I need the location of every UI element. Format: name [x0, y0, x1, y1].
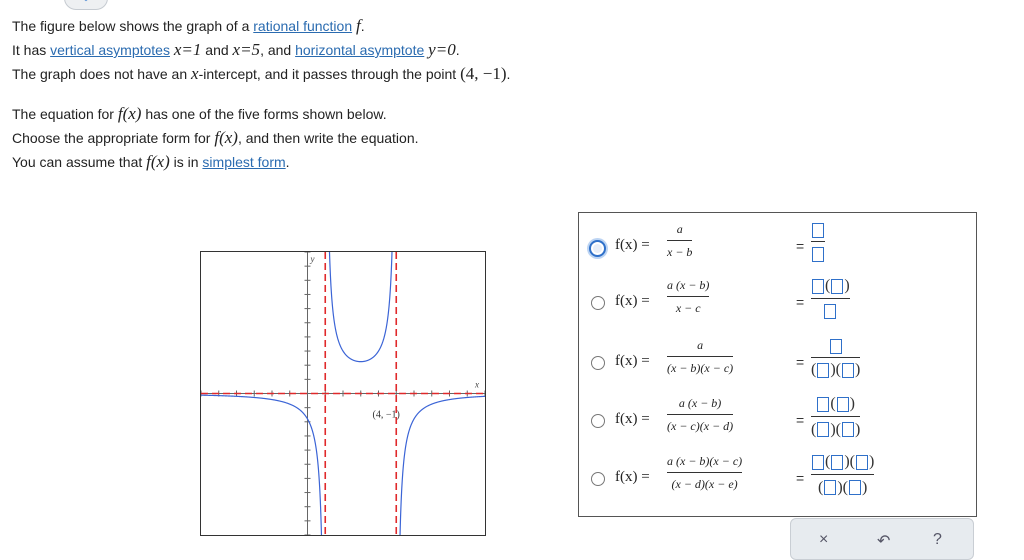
equals-sign: = [796, 470, 805, 486]
graph-canvas [201, 252, 485, 535]
form-denominator: x − c [675, 301, 701, 315]
form-denominator: (x − c)(x − d) [667, 419, 734, 433]
form-radio-2[interactable] [591, 296, 605, 310]
y-axis-label: y [310, 254, 315, 264]
function-graph [200, 251, 486, 536]
help-icon[interactable]: ? [933, 531, 942, 548]
answer-box[interactable] [817, 422, 829, 437]
form-numerator: a [697, 338, 704, 352]
curve-middle-branch [329, 252, 393, 362]
form-denominator: x − b [667, 245, 693, 259]
rational-function-link[interactable]: rational function [253, 18, 353, 34]
function-label: f(x) = [615, 237, 650, 253]
form-option-1[interactable] [579, 221, 976, 277]
equals-sign: = [796, 354, 805, 370]
answer-box[interactable] [812, 247, 824, 262]
problem-statement [12, 14, 510, 86]
clear-icon[interactable]: × [819, 531, 829, 548]
instructions-line-3: You can assume that f(x) is in simplest form. [12, 152, 290, 171]
function-label: f(x) = [615, 469, 650, 485]
form-radio-1[interactable] [589, 240, 606, 257]
answer-box[interactable] [837, 397, 849, 412]
intro-line-1: The figure below shows the graph of a rational function f. [12, 16, 365, 35]
form-fraction [667, 221, 692, 260]
answer-template: ( ) ( )( ) [811, 395, 861, 438]
answer-template [811, 221, 825, 262]
answer-box[interactable] [849, 480, 861, 495]
point-label: (4, −1) [372, 409, 400, 421]
intro-line-2: It has vertical asymptotes x=1 and x=5, and horizontal asymptote y=0. [12, 40, 460, 59]
equals-sign: = [796, 412, 805, 428]
vertical-asymptotes-link[interactable]: vertical asymptotes [50, 42, 170, 58]
answer-box[interactable] [824, 304, 836, 319]
horizontal-asymptote-link[interactable]: horizontal asymptote [295, 42, 425, 58]
answer-template: ( ) [811, 277, 850, 319]
answer-box[interactable] [824, 480, 836, 495]
curve-right-branch [400, 396, 485, 535]
form-option-4[interactable] [579, 395, 976, 451]
answer-box[interactable] [812, 279, 824, 294]
intro-line-3: The graph does not have an x-intercept, and it passes through the point (4, −1). [12, 64, 511, 83]
instructions [12, 102, 419, 174]
answer-toolbar [790, 518, 974, 560]
answer-box[interactable] [842, 363, 854, 378]
instructions-line-2: Choose the appropriate form for f(x), and then write the equation. [12, 128, 419, 147]
form-fraction [667, 453, 742, 492]
instructions-line-1: The equation for f(x) has one of the five forms shown below. [12, 104, 387, 123]
answer-template: ( )( ) ( )( ) [811, 453, 874, 497]
curve-left-branch [201, 395, 322, 535]
collapse-button[interactable] [64, 0, 108, 10]
answer-box[interactable] [812, 455, 824, 470]
answer-box[interactable] [817, 397, 829, 412]
form-option-5[interactable] [579, 453, 976, 509]
form-denominator: (x − b)(x − c) [667, 361, 734, 375]
function-label: f(x) = [615, 411, 650, 427]
form-option-2[interactable] [579, 277, 976, 333]
form-radio-4[interactable] [591, 414, 605, 428]
form-numerator: a (x − b)(x − c) [667, 454, 743, 468]
answer-box[interactable] [812, 223, 824, 238]
equation-forms-panel [578, 212, 977, 517]
answer-box[interactable] [830, 339, 842, 354]
equals-sign: = [796, 238, 805, 254]
answer-box[interactable] [831, 455, 843, 470]
form-numerator: a (x − b) [667, 278, 710, 292]
form-fraction [667, 277, 709, 316]
form-numerator: a (x − b) [678, 396, 722, 410]
form-numerator: a [676, 222, 683, 236]
form-option-3[interactable] [579, 337, 976, 393]
form-radio-3[interactable] [591, 356, 605, 370]
equals-sign: = [796, 294, 805, 310]
simplest-form-link[interactable]: simplest form [202, 154, 286, 170]
chevron-down-icon [79, 0, 93, 2]
answer-box[interactable] [817, 363, 829, 378]
undo-icon[interactable]: ↶ [877, 533, 891, 550]
function-label: f(x) = [615, 353, 650, 369]
function-label: f(x) = [615, 293, 650, 309]
form-radio-5[interactable] [591, 472, 605, 486]
answer-box[interactable] [856, 455, 868, 470]
form-fraction [667, 337, 733, 376]
answer-template: ( )( ) [811, 337, 860, 379]
answer-box[interactable] [842, 422, 854, 437]
form-denominator: (x − d)(x − e) [671, 477, 738, 491]
form-fraction [667, 395, 733, 434]
x-axis-label: x [475, 379, 479, 390]
answer-box[interactable] [831, 279, 843, 294]
